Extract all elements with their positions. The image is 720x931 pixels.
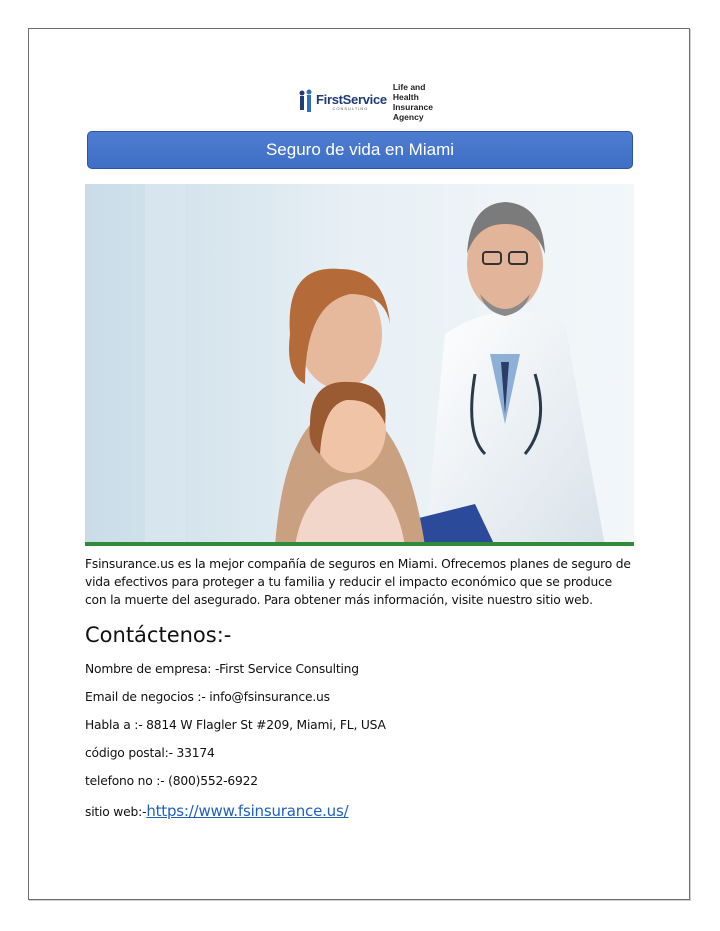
photo-accent-strip [85, 542, 634, 546]
intro-paragraph: Fsinsurance.us es la mejor compañía de seguros en Miami. Ofrecemos planes de seguro de vida efectivos para proteger a tu familia y reducir el impacto económico que se produce con la muerte del asegurado. Para obtener más información, visite nuestro sitio web. [85, 557, 631, 607]
brand-text [314, 93, 387, 111]
brand-service: Service [342, 92, 387, 107]
brand-first: First [316, 92, 343, 107]
photo-illustration [85, 184, 634, 546]
contact-phone: telefono no :- (800)552-6922 [85, 774, 258, 788]
contact-postal: código postal:- 33174 [85, 746, 215, 760]
contact-email: Email de negocios :- info@fsinsurance.us [85, 690, 330, 704]
agency-line-1: Life and Health [392, 82, 426, 102]
agency-line-2: Insurance Agency [392, 102, 433, 122]
people-icon [298, 88, 314, 116]
contact-heading: Contáctenos:- [85, 623, 232, 647]
website-label: sitio web:- [85, 805, 147, 819]
page-title: Seguro de vida en Miami [265, 140, 455, 159]
title-banner [87, 131, 633, 169]
agency-text [393, 82, 433, 122]
contact-company: Nombre de empresa: -First Service Consulting [85, 662, 359, 676]
brand-sub: CONSULTING [332, 106, 369, 111]
contact-address: Habla a :- 8814 W Flagler St #209, Miami, FL, USA [85, 718, 386, 732]
company-logo [298, 82, 433, 122]
hero-photo [85, 184, 634, 546]
website-link[interactable]: https://www.fsinsurance.us/ [146, 802, 349, 820]
contact-website [85, 802, 348, 820]
